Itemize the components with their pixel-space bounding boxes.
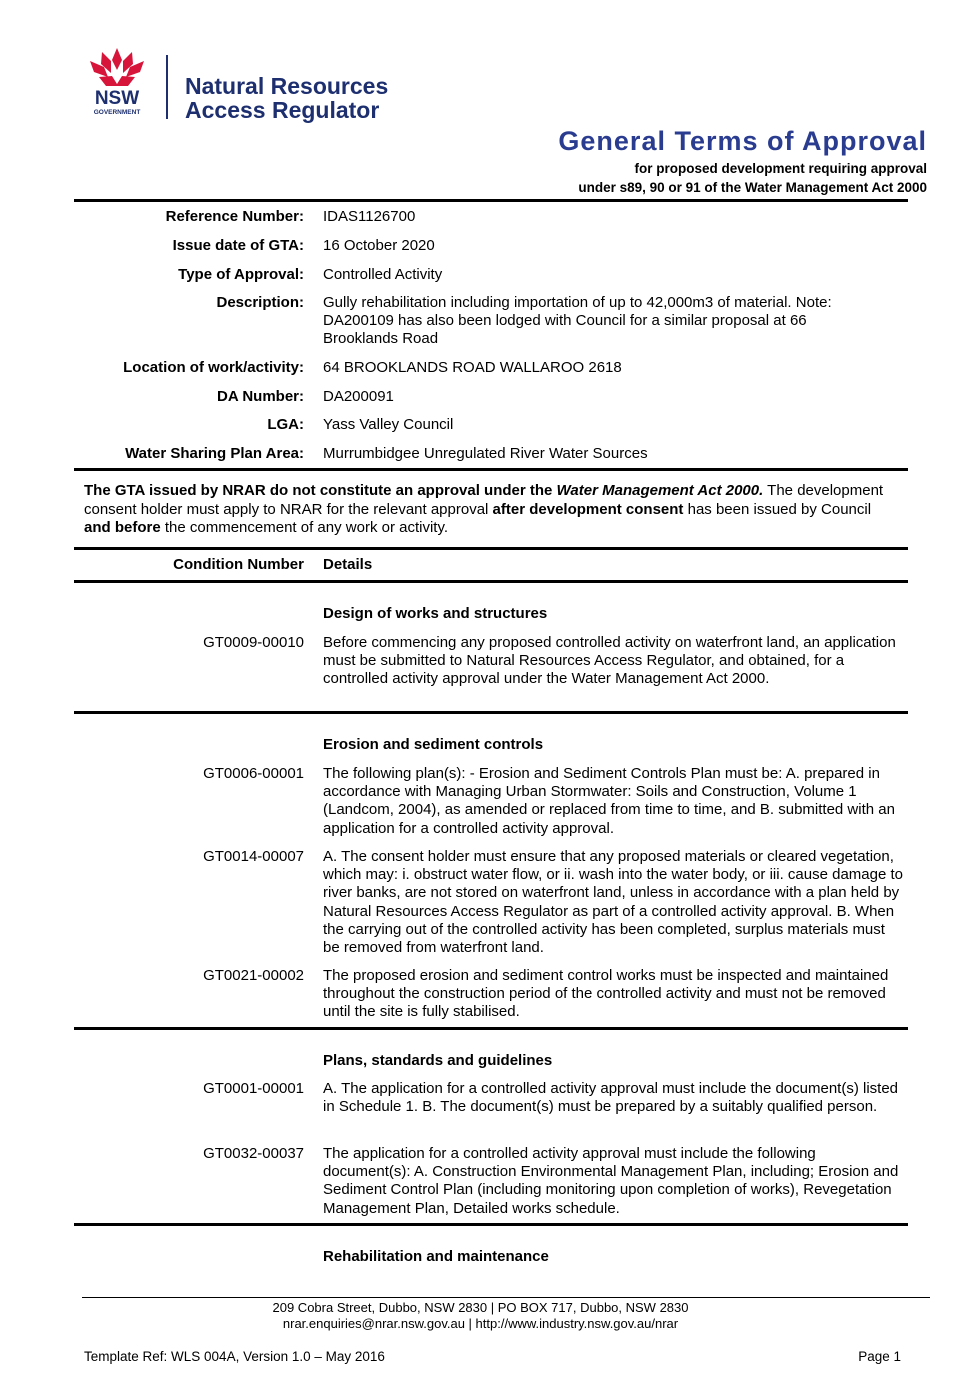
divider <box>74 711 908 714</box>
org-line-2: Access Regulator <box>185 97 380 123</box>
section-title: Design of works and structures <box>323 605 548 622</box>
section-title: Plans, standards and guidelines <box>323 1052 553 1069</box>
divider <box>74 468 908 471</box>
condition-number: GT0001-00001 <box>203 1080 304 1097</box>
condition-number: GT0014-00007 <box>203 848 304 865</box>
document-subtitle-2: under s89, 90 or 91 of the Water Management Act 2000 <box>578 180 927 195</box>
meta-label: Description: <box>216 294 304 311</box>
condition-details: A. The application for a controlled activity approval must include the document(s) listed in Schedule 1. B. The document(s) must be prepared by a suitably qualified person. <box>323 1080 899 1116</box>
meta-label: LGA: <box>267 416 304 433</box>
meta-value: 16 October 2020 <box>323 237 435 254</box>
footer-divider <box>82 1297 930 1298</box>
footer-template-ref: Template Ref: WLS 004A, Version 1.0 – May 2016 <box>84 1349 385 1364</box>
logo-divider <box>166 55 168 119</box>
document-subtitle-1: for proposed development requiring approval <box>634 161 927 176</box>
meta-value: IDAS1126700 <box>323 208 416 225</box>
meta-value: Murrumbidgee Unregulated River Water Sources <box>323 445 648 462</box>
notice-text-6: the commencement of any work or activity. <box>160 519 449 536</box>
condition-details: Before commencing any proposed controlled activity on waterfront land, an application must be submitted to Natural Resources Access Regulator, and obtained, for a controlled activity approval under the Water Management Act 2000. <box>323 634 896 688</box>
section-title: Erosion and sediment controls <box>323 736 544 753</box>
divider <box>74 199 908 202</box>
meta-label: Type of Approval: <box>178 266 304 283</box>
document-title: General Terms of Approval <box>558 126 927 156</box>
meta-label: Reference Number: <box>165 208 304 225</box>
meta-label: Issue date of GTA: <box>172 237 304 254</box>
meta-value: Controlled Activity <box>323 266 443 283</box>
notice-bold-3: after development consent <box>492 500 684 518</box>
condition-details: The proposed erosion and sediment control works must be inspected and maintained throughout the construction period of the controlled activity and must not be removed until the site is fully stabilised. <box>323 967 889 1021</box>
condition-number: GT0032-00037 <box>203 1145 304 1162</box>
notice-text-4: has been issued by Council <box>683 500 872 518</box>
footer-contact: nrar.enquiries@nrar.nsw.gov.au | http://www.industry.nsw.gov.au/nrar <box>282 1316 679 1331</box>
organisation-name <box>185 74 388 122</box>
divider <box>74 580 908 583</box>
condition-details: A. The consent holder must ensure that any proposed materials or cleared vegetation, which may: i. obstruct water flow, or ii. wash into the water body, or iii. cause damage to river banks, are not stored on waterfront land, unless in accordance with a plan held by Natural Resources Access Regulator as part of a controlled activity approval. B. When the carrying out of the controlled activity has been completed, surplus materials must be removed from waterfront land. <box>323 848 903 957</box>
notice-paragraph <box>84 482 894 538</box>
divider <box>74 1027 908 1030</box>
meta-value: Gully rehabilitation including importation of up to 42,000m3 of material. Note: DA200109 has also been lodged with Council for a similar proposal at 66 Brooklands Road <box>323 294 832 347</box>
nsw-government-logo <box>84 46 150 118</box>
notice-act-name: Water Management Act 2000. <box>556 482 764 499</box>
condition-number: GT0021-00002 <box>203 967 304 984</box>
notice-text-2: The development consent holder must apply to NRAR for the relevant approval <box>84 482 884 518</box>
condition-details: The following plan(s): - Erosion and Sediment Controls Plan must be: A. prepared in accordance with Managing Urban Stormwater: Soils and Construction, Volume 1 (Landcom, 2004), as amended or replaced from time to time, and B. submitted with an application for a controlled activity approval. <box>323 765 895 837</box>
page-number: Page 1 <box>858 1349 901 1364</box>
notice-bold-1: The GTA issued by NRAR do not constitute an approval under the <box>84 482 557 499</box>
divider <box>74 1223 908 1226</box>
footer-address: 209 Cobra Street, Dubbo, NSW 2830 | PO BOX 717, Dubbo, NSW 2830 <box>272 1300 689 1315</box>
notice-bold-5: and before <box>84 519 161 536</box>
meta-label: Location of work/activity: <box>123 359 304 376</box>
column-header-details: Details <box>323 556 373 573</box>
svg-text:GOVERNMENT: GOVERNMENT <box>93 109 141 116</box>
svg-text:NSW: NSW <box>94 88 140 109</box>
condition-number: GT0006-00001 <box>203 765 304 782</box>
meta-value: DA200091 <box>323 388 394 405</box>
meta-label: Water Sharing Plan Area: <box>125 445 304 462</box>
condition-details: The application for a controlled activity approval must include the following document(s): A. Construction Environmental Management Plan, including; Erosion and Sediment Control Plan (including monitoring upon completion of works), Revegetation Management Plan, Detailed works schedule. <box>323 1145 899 1217</box>
org-line-1: Natural Resources <box>185 73 389 99</box>
meta-value: 64 BROOKLANDS ROAD WALLAROO 2618 <box>323 359 622 376</box>
condition-number: GT0009-00010 <box>203 634 304 651</box>
meta-value: Yass Valley Council <box>323 416 454 433</box>
section-title: Rehabilitation and maintenance <box>323 1248 549 1265</box>
column-header-condition: Condition Number <box>173 556 304 573</box>
meta-label: DA Number: <box>217 388 304 405</box>
divider <box>74 547 908 550</box>
